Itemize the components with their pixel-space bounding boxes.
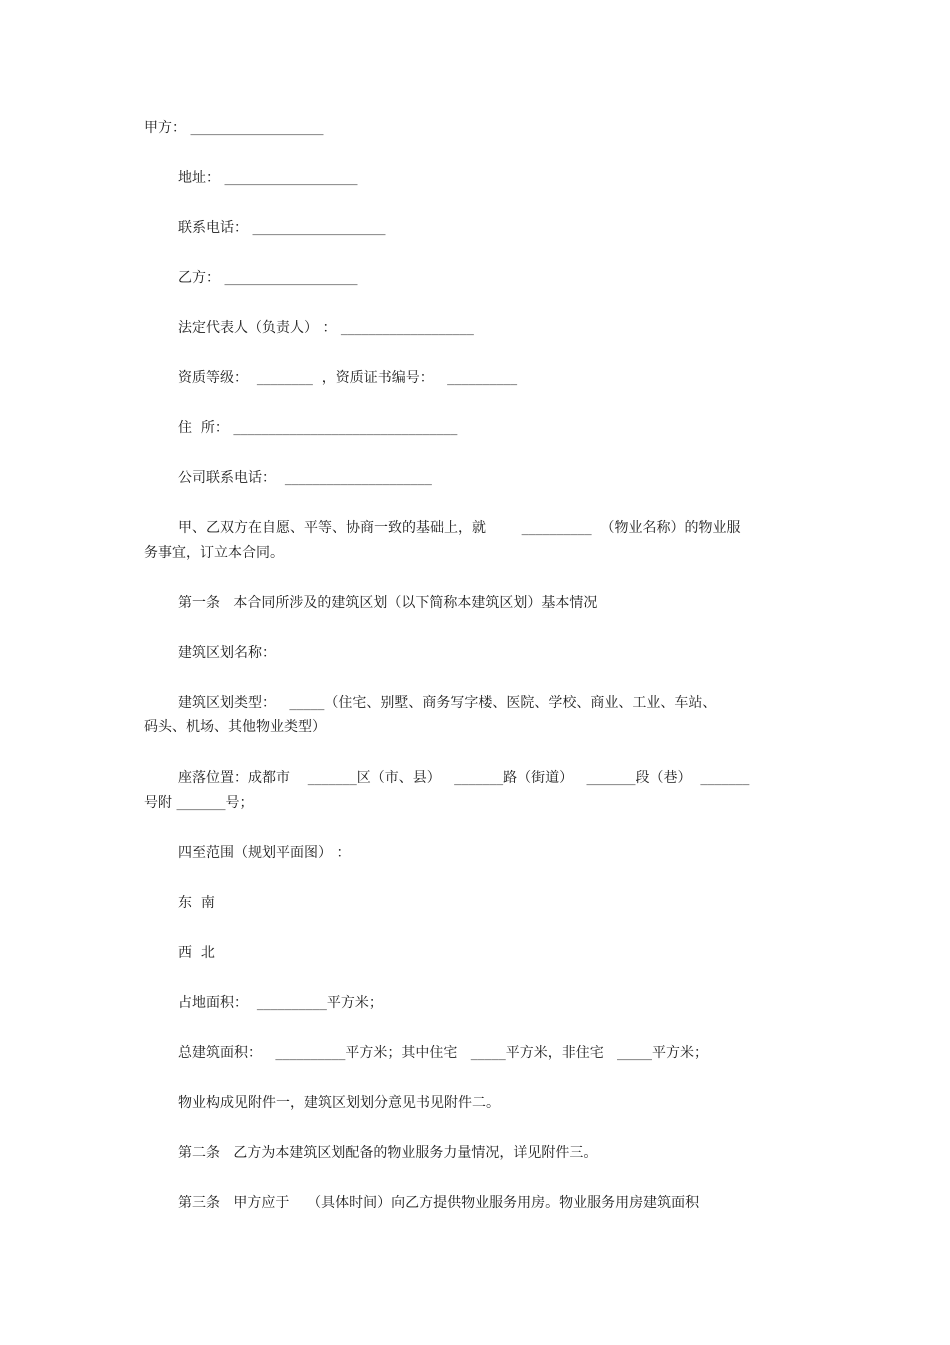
area-type-line-1: 建筑区划类型： _____（住宅、别墅、商务写字楼、医院、学校、商业、工业、车站、 [178, 695, 717, 711]
article-2-line: 第二条 乙方为本建筑区划配备的物业服务力量情况，详见附件三。 [178, 1145, 598, 1161]
location-line-1: 座落位置：成都市 _______区（市、县） _______路（街道） _______段（巷） _______ [178, 770, 750, 786]
party-b-legal-rep-line: 法定代表人（负责人） ： ___________________ [178, 320, 474, 336]
party-a-address-line: 地址： ___________________ [178, 170, 358, 186]
area-name-line: 建筑区划名称： [178, 645, 276, 661]
party-b-company-phone-line: 公司联系电话： _____________________ [178, 470, 432, 486]
party-b-residence-line: 住 所： ________________________________ [178, 420, 458, 436]
boundary-line: 四至范围（规划平面图） ： [178, 845, 351, 861]
article-1-heading: 第一条 本合同所涉及的建筑区划（以下简称本建筑区划）基本情况 [178, 595, 598, 611]
preamble-line-1: 甲、乙双方在自愿、平等、协商一致的基础上，就 __________ （物业名称）的物业服 [178, 520, 741, 536]
article-3-line: 第三条 甲方应于 （具体时间）向乙方提供物业服务用房。物业服务用房建筑面积 [178, 1195, 700, 1211]
land-area-line: 占地面积： __________平方米； [178, 995, 383, 1011]
area-type-line-2: 码头、机场、其他物业类型） [144, 719, 326, 735]
east-south-line: 东 南 [178, 895, 215, 911]
party-a-phone-line: 联系电话： ___________________ [178, 220, 386, 236]
attachment-line: 物业构成见附件一，建筑区划划分意见书见附件二。 [178, 1095, 500, 1111]
party-b-line: 乙方： ___________________ [178, 270, 358, 286]
party-b-qualification-line: 资质等级： ________ ，资质证书编号： __________ [178, 370, 518, 386]
location-line-2: 号附 _______号； [144, 795, 254, 811]
total-area-line: 总建筑面积： __________平方米；其中住宅 _____平方米，非住宅 _____平方米； [178, 1045, 709, 1061]
party-a-line: 甲方： ___________________ [144, 120, 324, 136]
west-north-line: 西 北 [178, 945, 215, 961]
preamble-line-2: 务事宜，订立本合同。 [144, 545, 284, 561]
